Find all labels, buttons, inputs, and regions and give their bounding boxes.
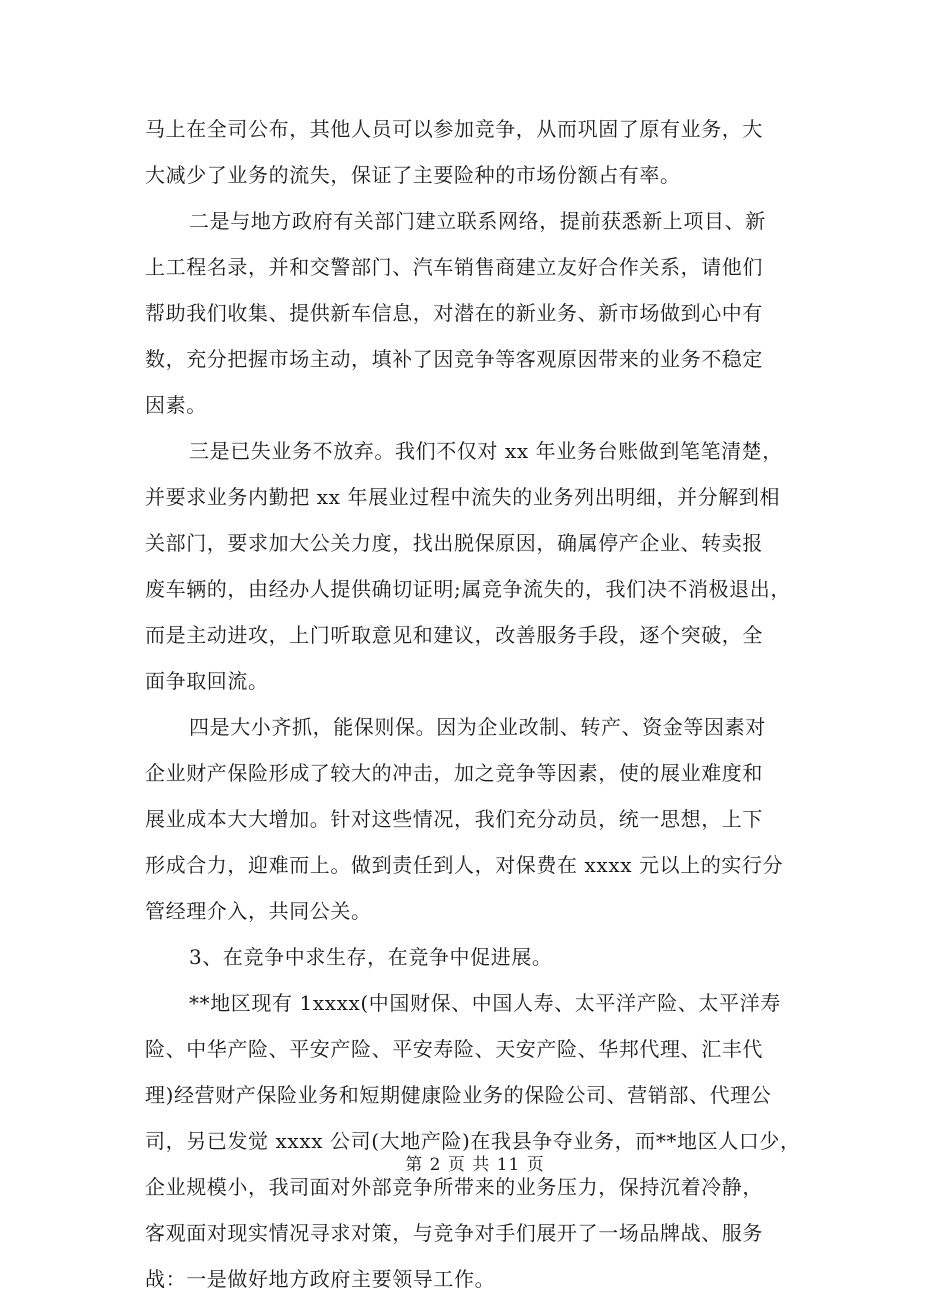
text-line: 关部门，要求加大公关力度，找出脱保原因，确属停产企业、转卖报	[145, 531, 763, 555]
text-line: 客观面对现实情况寻求对策，与竞争对手们展开了一场品牌战、服务	[145, 1221, 763, 1245]
text-line: 管经理介入，共同公关。	[145, 899, 372, 923]
text-line: **地区现有 1xxxx(中国财保、中国人寿、太平洋产险、太平洋寿	[189, 991, 781, 1015]
text-line: 上工程名录，并和交警部门、汽车销售商建立友好合作关系，请他们	[145, 255, 763, 279]
text-line: 险、中华产险、平安产险、平安寿险、天安产险、华邦代理、汇丰代	[145, 1037, 763, 1061]
text-line: 战：一是做好地方政府主要领导工作。	[145, 1267, 496, 1291]
text-line: 大减少了业务的流失，保证了主要险种的市场份额占有率。	[145, 163, 681, 187]
text-line: 企业规模小，我司面对外部竞争所带来的业务压力，保持沉着冷静，	[145, 1175, 763, 1199]
text-line: 四是大小齐抓，能保则保。因为企业改制、转产、资金等因素对	[189, 715, 766, 739]
document-body	[145, 106, 805, 1302]
text-line: 三是已失业务不放弃。我们不仅对 xx 年业务台账做到笔笔清楚，	[189, 439, 783, 463]
text-line: 面争取回流。	[145, 669, 269, 693]
text-line: 数，充分把握市场主动，填补了因竞争等客观原因带来的业务不稳定	[145, 347, 763, 371]
text-line: 理)经营财产保险业务和短期健康险业务的保险公司、营销部、代理公	[145, 1083, 772, 1107]
text-line: 形成合力，迎难而上。做到责任到人，对保费在 xxxx 元以上的实行分	[145, 853, 784, 877]
text-line: 帮助我们收集、提供新车信息，对潜在的新业务、新市场做到心中有	[145, 301, 763, 325]
text-line: 展业成本大大增加。针对这些情况，我们充分动员，统一思想，上下	[145, 807, 763, 831]
page-number-footer: 第 2 页 共 11 页	[405, 1155, 545, 1175]
text-line: 司，另已发觉 xxxx 公司(大地产险)在我县争夺业务，而**地区人口少，	[145, 1129, 801, 1153]
text-line: 企业财产保险形成了较大的冲击，加之竞争等因素，使的展业难度和	[145, 761, 763, 785]
text-line: 二是与地方政府有关部门建立联系网络，提前获悉新上项目、新	[189, 209, 766, 233]
text-line: 3、在竞争中求生存，在竞争中促进展。	[189, 945, 553, 969]
text-line: 废车辆的，由经办人提供确切证明;属竞争流失的，我们决不消极退出，	[145, 577, 791, 601]
text-line: 因素。	[145, 393, 207, 417]
text-line: 并要求业务内勤把 xx 年展业过程中流失的业务列出明细，并分解到相	[145, 485, 781, 509]
text-line: 而是主动进攻，上门听取意见和建议，改善服务手段，逐个突破，全	[145, 623, 763, 647]
text-line: 马上在全司公布，其他人员可以参加竞争，从而巩固了原有业务，大	[145, 117, 763, 141]
